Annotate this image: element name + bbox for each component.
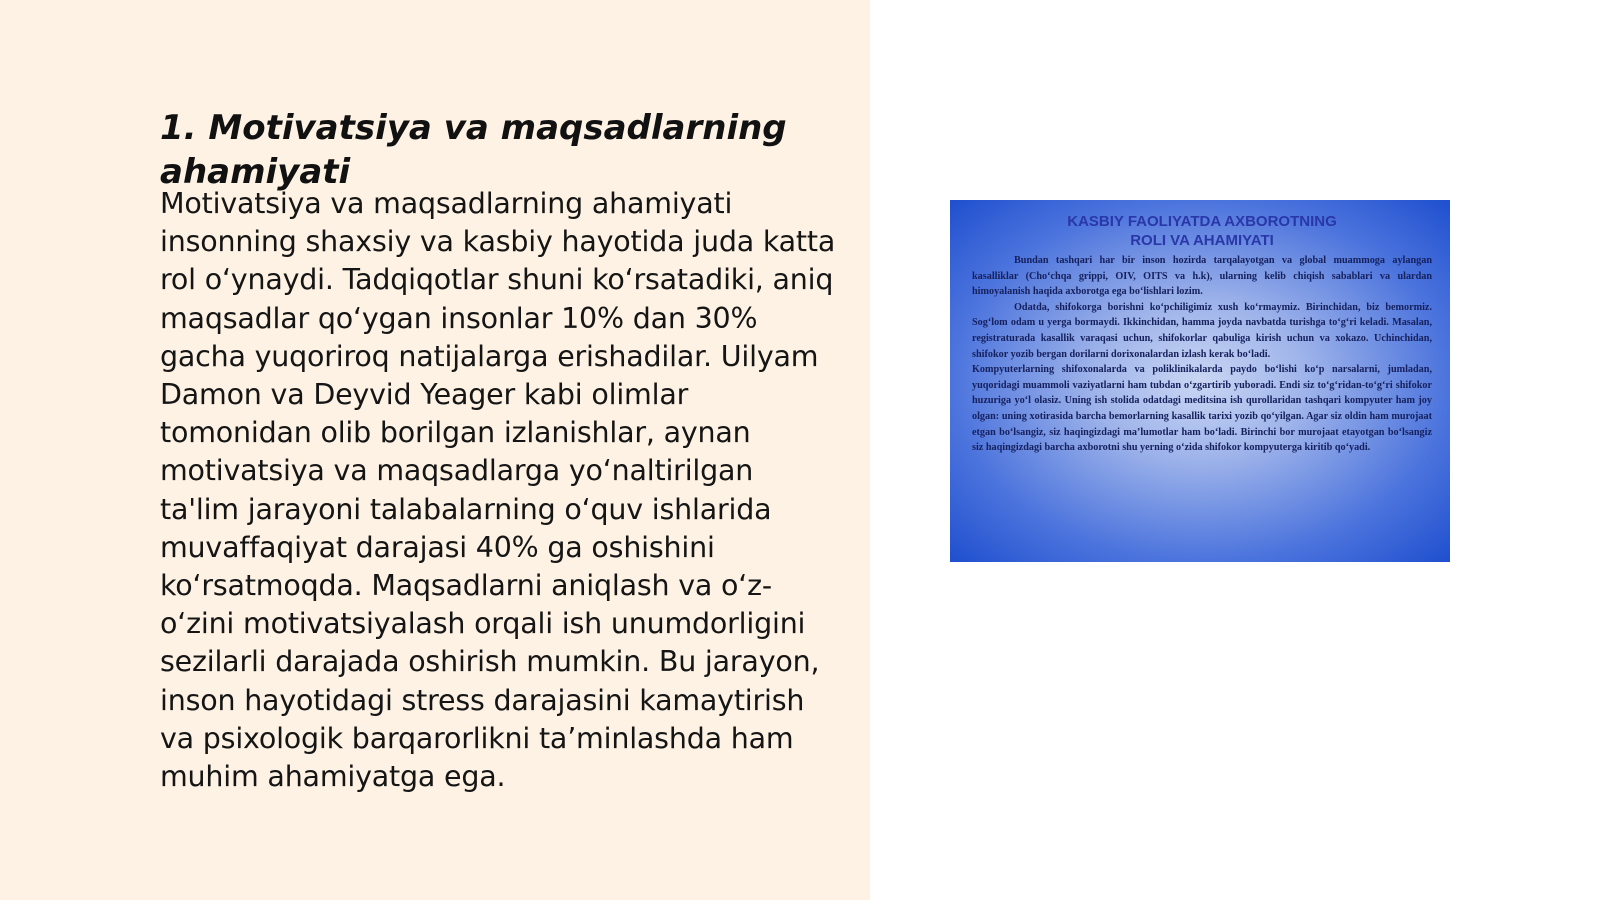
image-heading-line2: ROLI VA AHAMIYATI — [1130, 232, 1274, 249]
image-paragraph-1: Bundan tashqari har bir inson hozirda tarqalayotgan va global muammoga aylangan kasalliklar (Cho‘chqa grippi, OIV, OITS va h.k), ularning kelib chiqish sabablari va ulardan himoyalanish haqida axborotga ega bo‘lishlari lozim. — [972, 255, 1432, 298]
slide-body-text: Motivatsiya va maqsadlarning ahamiyati insonning shaxsiy va kasbiy hayotida juda katta rol o‘ynaydi. Tadqiqotlar shuni ko‘rsatadiki, aniq maqsadlar qo‘ygan insonlar 10% dan 30% gacha yuqoriroq natijalarga erishadilar. Uilyam Damon va Deyvid Yeager kabi olimlar tomonidan olib borilgan izlanishlar, aynan motivatsiya va maqsadlarga yo‘naltirilgan ta'lim jarayoni talabalarning o‘quv ishlarida muvaffaqiyat darajasi 40% ga oshishini ko‘rsatmoqda. Maqsadlarni aniqlash va o‘z-o‘zini motivatsiyalash orqali ish unumdorligini sezilarli darajada oshirish mumkin. Bu jarayon, inson hayotidagi stress darajasini kamaytirish va psixologik barqarorlikni ta’minlashda ham muhim ahamiyatga ega. — [160, 187, 836, 794]
image-paragraph-3: Kompyuterlarning shifoxonalarda va poliklinikalarda paydo bo‘lishi ko‘p narsalarni, jumladan, yuqoridagi muammoli vaziyatlarni ham tubdan o‘zgartirib yuboradi. Endi siz to‘g‘ridan-to‘g‘ri shifokor huzuriga yo‘l olasiz. Uning ish stolida odatdagi meditsina ish qurollaridan tashqari kompyuter ham joy olgan: uning xotirasida barcha bemorlarning kasallik tarixi yozib qo‘yilgan. Agar siz oldin ham murojaat etgan bo‘lsangiz, siz haqingizdagi ma’lumotlar ham bo‘ladi. Birinchi bor murojaat etayotgan bo‘lsangiz siz haqingizdagi barcha axborotni shu yerning o‘zida shifokor kompyuterga kiritib qo‘yadi. — [972, 364, 1432, 454]
image-heading — [972, 212, 1432, 250]
slide-title: 1. Motivatsiya va maqsadlarning ahamiyati — [160, 108, 787, 192]
article-image — [950, 200, 1450, 562]
image-text — [972, 253, 1432, 456]
image-paragraph-2: Odatda, shifokorga borishni ko‘pchiligimiz xush ko‘rmaymiz. Birinchidan, biz bemormiz. Sog‘lom odam u yerga bormaydi. Ikkinchidan, hamma joyda navbatda turishga to‘g‘ri keladi. Masalan, registraturada kasallik varaqasi uchun, shifokorlar qabuliga kirish uchun va xokazo. Uchinchidan, shifokor yozib bergan dorilarni dorixonalardan izlash kerak bo‘ladi. — [972, 301, 1432, 360]
image-heading-line1: KASBIY FAOLIYATDA AXBOROTNING — [1067, 213, 1337, 230]
